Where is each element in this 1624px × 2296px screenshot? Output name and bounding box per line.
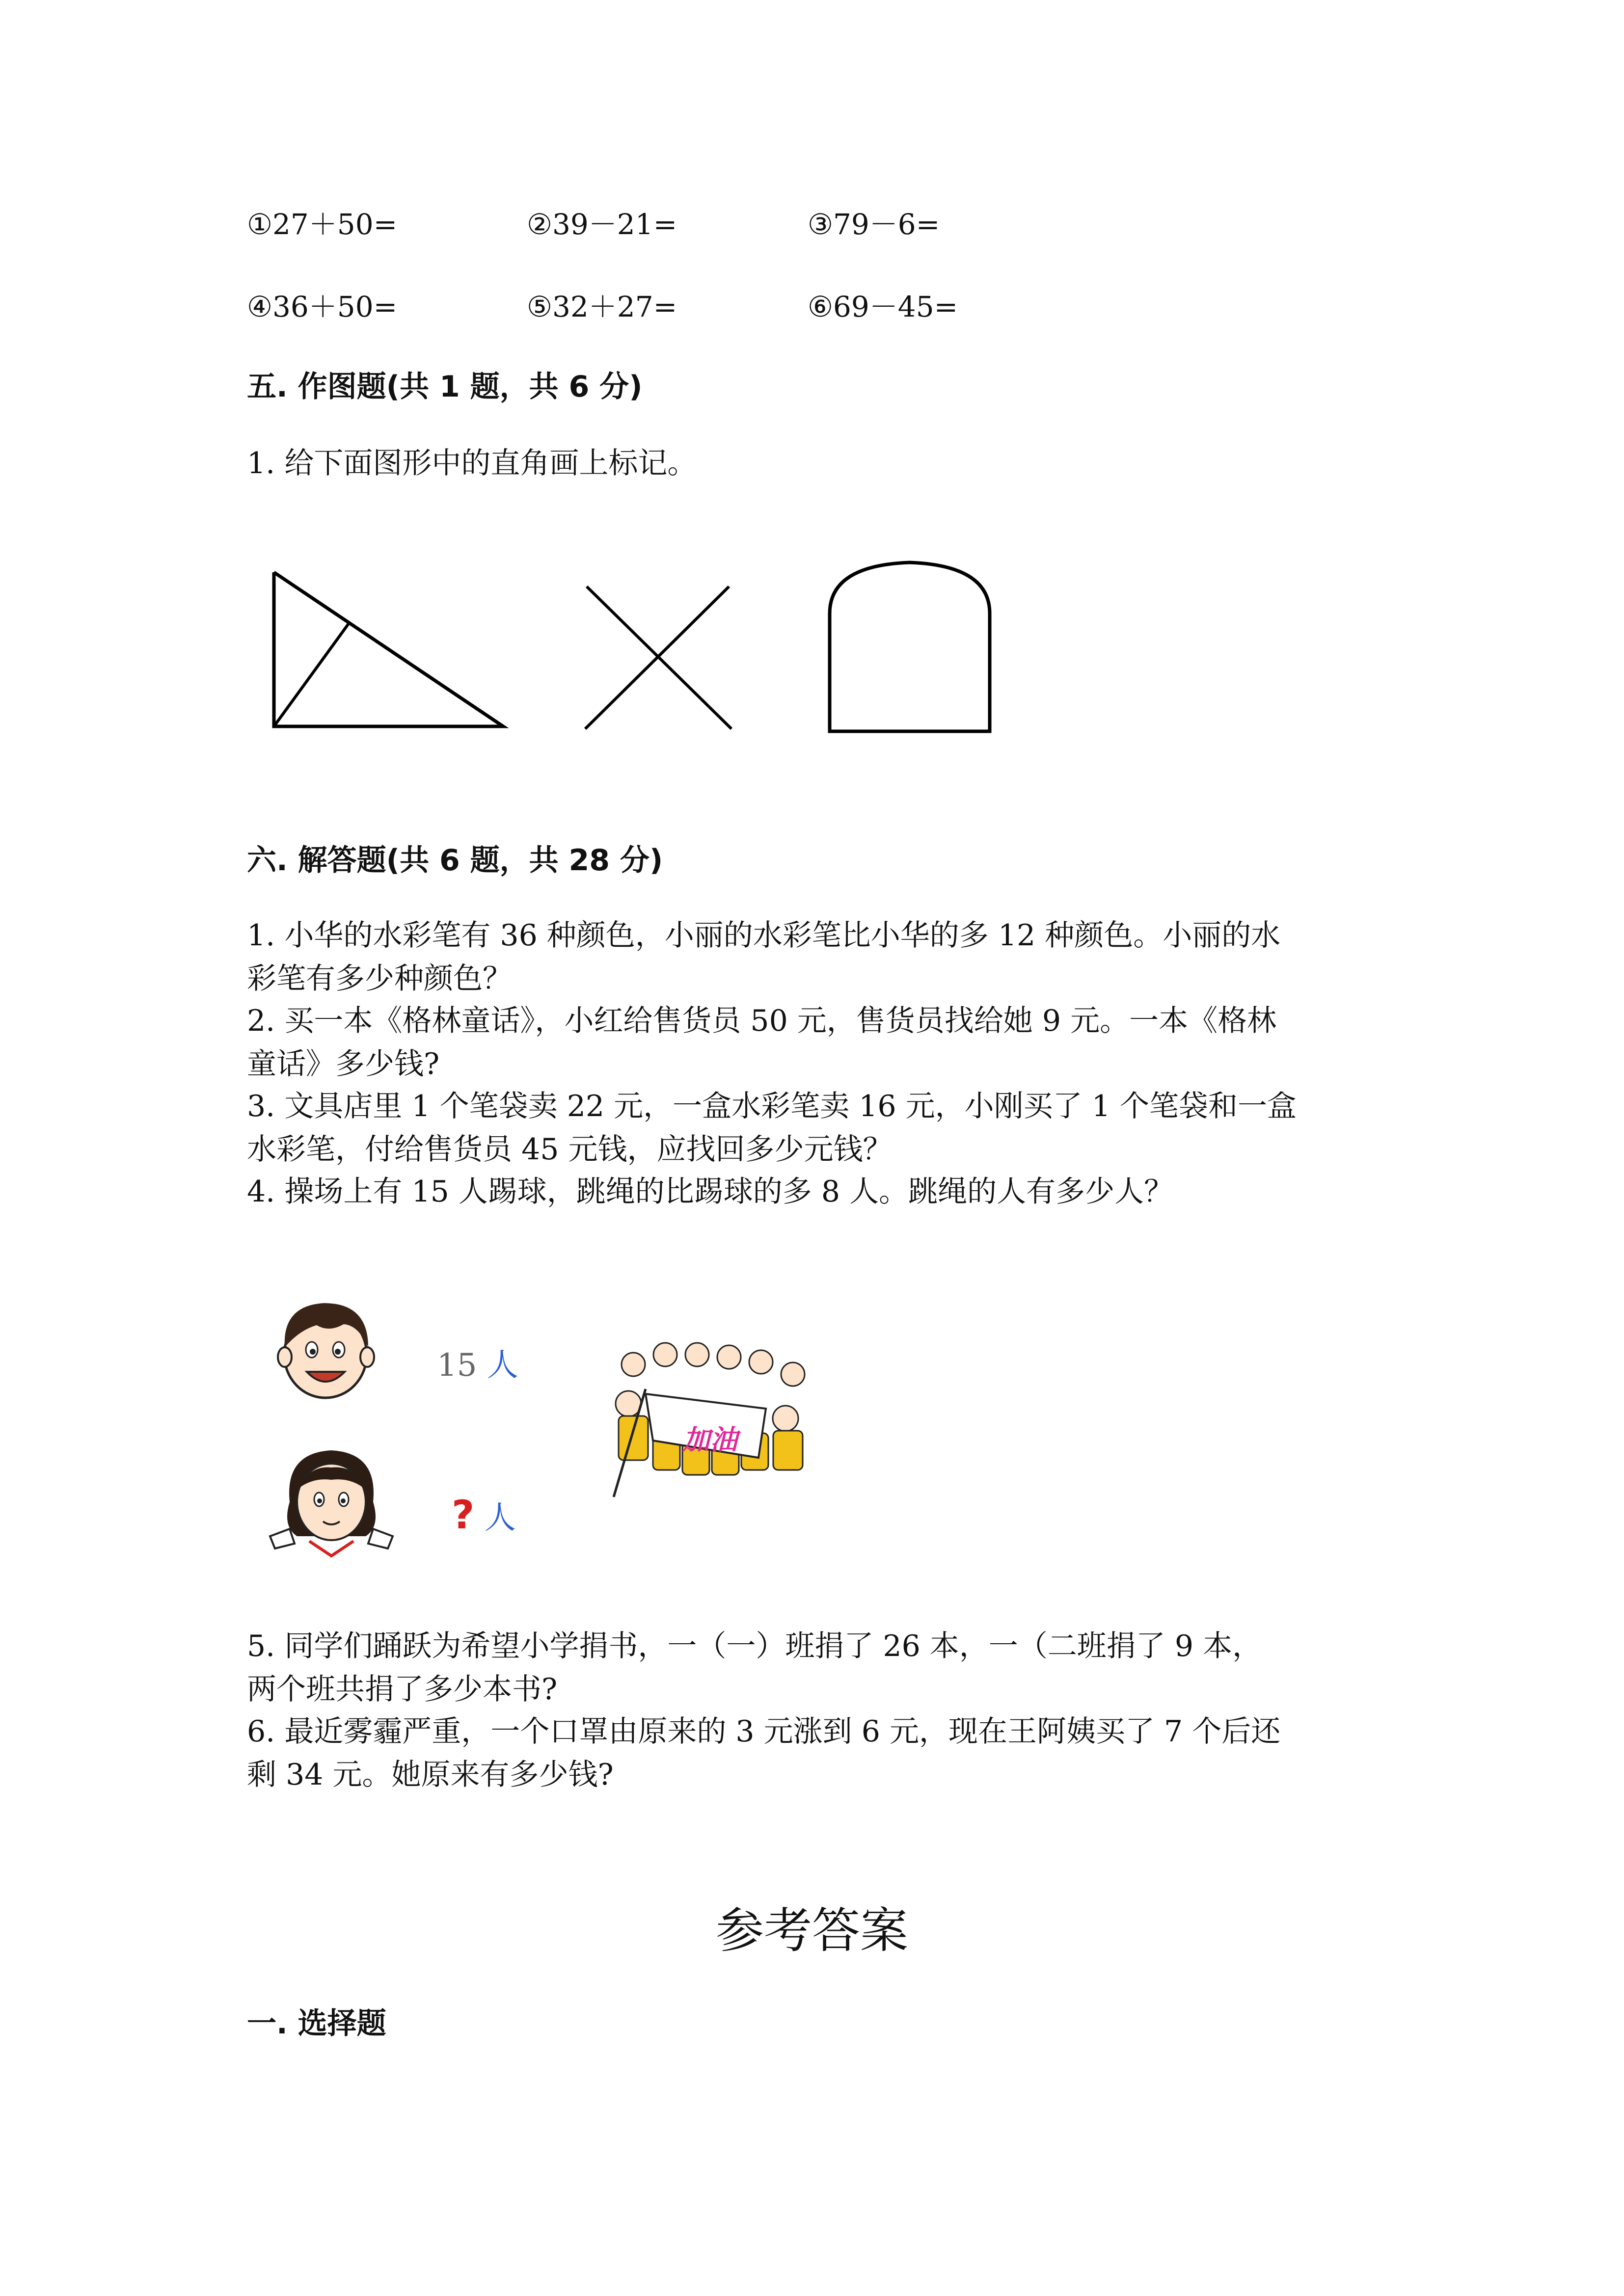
calc-4: ④36＋50= xyxy=(247,290,398,323)
question-mark: ? xyxy=(452,1492,475,1538)
figure-crossed-lines xyxy=(579,579,741,736)
label-15-people xyxy=(437,1340,518,1385)
question-2-line-1: 2. 买一本《格林童话》，小红给售货员 50 元，售货员找给她 9 元。一本《格林 xyxy=(247,1004,1277,1038)
figure-triangle xyxy=(265,564,511,736)
question-5-line-2: 两个班共捐了多少本书? xyxy=(247,1672,558,1707)
label-15-unit: 人 xyxy=(487,1347,518,1384)
question-6-line-2: 剩 34 元。她原来有多少钱? xyxy=(247,1758,614,1792)
answers-section-1-heading: 一. 选择题 xyxy=(247,2006,386,2041)
question-1-line-1: 1. 小华的水彩笔有 36 种颜色，小丽的水彩笔比小华的多 12 种颜色。小丽的水 xyxy=(247,918,1281,953)
calc-3: ③79－6= xyxy=(808,208,940,241)
calc-1: ①27＋50= xyxy=(247,208,398,241)
calc-2: ②39－21= xyxy=(527,208,677,241)
answers-title: 参考答案 xyxy=(715,1903,908,1959)
question-5 xyxy=(247,1625,1262,1711)
question-4-line-1: 4. 操场上有 15 人踢球，跳绳的比踢球的多 8 人。跳绳的人有多少人？ xyxy=(247,1175,1174,1209)
question-4 xyxy=(247,1170,1173,1213)
question-3-line-2: 水彩笔，付给售货员 45 元钱，应找回多少元钱？ xyxy=(247,1132,893,1167)
question-6 xyxy=(247,1710,1280,1796)
section-5-heading: 五. 作图题(共 1 题，共 6 分) xyxy=(247,370,643,404)
label-unknown-people xyxy=(452,1492,516,1538)
label-unknown-unit: 人 xyxy=(484,1500,516,1536)
question-3-line-1: 3. 文具店里 1 个笔袋卖 22 元，一盒水彩笔卖 16 元，小刚买了 1 个笔袋和一盒 xyxy=(247,1089,1297,1123)
figure-arch-shape xyxy=(825,555,997,736)
calc-5: ⑤32＋27= xyxy=(527,290,677,323)
question-3 xyxy=(247,1085,1297,1171)
label-15-number: 15 xyxy=(437,1347,477,1384)
girl-face-icon xyxy=(260,1443,403,1561)
question-2-line-2: 童话》多少钱? xyxy=(247,1047,440,1081)
question-1 xyxy=(247,914,1280,1000)
section-6-heading: 六. 解答题(共 6 题，共 28 分) xyxy=(247,843,663,878)
question-2 xyxy=(247,999,1276,1086)
question-5-line-1: 5. 同学们踊跃为希望小学捐书，一（一）班捐了 26 本，一（二班捐了 9 本， xyxy=(247,1629,1262,1663)
illustration xyxy=(245,1286,864,1566)
banner-text: 加油 xyxy=(682,1424,737,1456)
question-1-line-2: 彩笔有多少种颜色？ xyxy=(247,961,512,996)
question-6-line-1: 6. 最近雾霾严重，一个口罩由原来的 3 元涨到 6 元，现在王阿姨买了 7 个后还 xyxy=(247,1714,1281,1749)
boy-face-icon xyxy=(270,1296,383,1404)
section-5-question-1: 1. 给下面图形中的直角画上标记。 xyxy=(247,446,697,481)
calc-6: ⑥69－45= xyxy=(808,290,958,323)
